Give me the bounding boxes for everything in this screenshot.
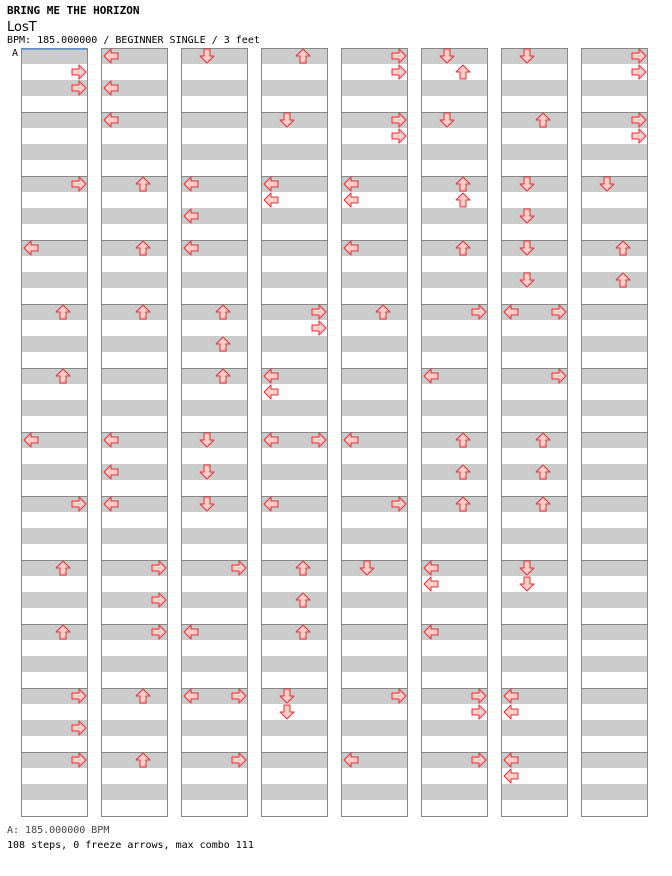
beat-stripe: [21, 528, 88, 544]
beat-stripe: [181, 80, 248, 96]
beat-stripe: [261, 528, 328, 544]
beat-stripe: [581, 624, 648, 640]
measure-10-4: [261, 624, 328, 689]
beat-stripe: [501, 784, 568, 800]
measure-11-4: [261, 688, 328, 753]
measure-12-1: [21, 752, 88, 817]
beat-stripe: [581, 784, 648, 800]
beat-stripe: [21, 592, 88, 608]
beat-stripe: [181, 272, 248, 288]
measure-2-7: [501, 112, 568, 177]
beat-stripe: [261, 592, 328, 608]
measure-2-3: [181, 112, 248, 177]
measure-4-4: [261, 240, 328, 305]
measure-4-3: [181, 240, 248, 305]
beat-stripe: [421, 720, 488, 736]
measure-5-6: [421, 304, 488, 369]
beat-stripe: [421, 784, 488, 800]
measure-1-4: [261, 48, 328, 113]
measure-5-1: [21, 304, 88, 369]
measure-10-6: [421, 624, 488, 689]
beat-stripe: [501, 624, 568, 640]
beat-stripe: [181, 784, 248, 800]
bpm-legend: A: 185.000000 BPM: [7, 825, 110, 836]
beat-stripe: [261, 720, 328, 736]
measure-3-2: [101, 176, 168, 241]
measure-10-1: [21, 624, 88, 689]
beat-stripe: [101, 720, 168, 736]
measure-11-5: [341, 688, 408, 753]
beat-stripe: [341, 80, 408, 96]
beat-stripe: [261, 656, 328, 672]
beat-stripe: [341, 144, 408, 160]
beat-stripe: [101, 368, 168, 384]
measure-4-7: [501, 240, 568, 305]
beat-stripe: [101, 336, 168, 352]
beat-stripe: [581, 592, 648, 608]
beat-stripe: [421, 592, 488, 608]
beat-stripe: [581, 496, 648, 512]
beat-stripe: [581, 432, 648, 448]
beat-stripe: [21, 208, 88, 224]
beat-stripe: [21, 144, 88, 160]
measure-7-6: [421, 432, 488, 497]
measure-5-7: [501, 304, 568, 369]
measure-10-5: [341, 624, 408, 689]
measure-3-1: [21, 176, 88, 241]
measure-9-3: [181, 560, 248, 625]
measure-8-1: [21, 496, 88, 561]
beat-stripe: [581, 528, 648, 544]
measure-7-4: [261, 432, 328, 497]
measure-6-5: [341, 368, 408, 433]
beat-stripe: [581, 144, 648, 160]
measure-6-1: [21, 368, 88, 433]
measure-7-3: [181, 432, 248, 497]
measure-2-5: [341, 112, 408, 177]
beat-stripe: [21, 656, 88, 672]
beat-stripe: [341, 304, 408, 320]
measure-5-4: [261, 304, 328, 369]
beat-stripe: [581, 80, 648, 96]
measure-10-2: [101, 624, 168, 689]
beat-stripe: [181, 720, 248, 736]
measure-11-3: [181, 688, 248, 753]
beat-stripe: [421, 400, 488, 416]
beat-stripe: [101, 784, 168, 800]
beat-stripe: [21, 368, 88, 384]
beat-stripe: [421, 272, 488, 288]
beat-stripe: [421, 208, 488, 224]
measure-10-8: [581, 624, 648, 689]
measure-12-4: [261, 752, 328, 817]
beat-stripe: [501, 464, 568, 480]
beat-stripe: [581, 464, 648, 480]
measure-6-4: [261, 368, 328, 433]
measure-11-6: [421, 688, 488, 753]
beat-stripe: [581, 720, 648, 736]
beat-stripe: [341, 368, 408, 384]
measure-2-1: [21, 112, 88, 177]
measure-9-4: [261, 560, 328, 625]
measure-4-6: [421, 240, 488, 305]
song-title: LosT: [7, 20, 37, 35]
measure-9-5: [341, 560, 408, 625]
beat-stripe: [581, 752, 648, 768]
measure-2-8: [581, 112, 648, 177]
measure-9-8: [581, 560, 648, 625]
beat-stripe: [21, 560, 88, 576]
beat-stripe: [181, 656, 248, 672]
beat-stripe: [261, 272, 328, 288]
beat-stripe: [501, 656, 568, 672]
beat-stripe: [181, 304, 248, 320]
beat-stripe: [501, 528, 568, 544]
measure-2-4: [261, 112, 328, 177]
measure-10-3: [181, 624, 248, 689]
measure-1-7: [501, 48, 568, 113]
beat-stripe: [501, 592, 568, 608]
beat-stripe: [181, 592, 248, 608]
measure-7-8: [581, 432, 648, 497]
measure-8-2: [101, 496, 168, 561]
beat-stripe: [341, 624, 408, 640]
measure-7-2: [101, 432, 168, 497]
measure-1-8: [581, 48, 648, 113]
beat-stripe: [261, 80, 328, 96]
beat-stripe: [421, 496, 488, 512]
measure-3-8: [581, 176, 648, 241]
beat-stripe: [21, 624, 88, 640]
measure-3-5: [341, 176, 408, 241]
beat-stripe: [581, 368, 648, 384]
beat-stripe: [261, 560, 328, 576]
measure-1-1: [21, 48, 88, 113]
beat-stripe: [501, 400, 568, 416]
measure-2-6: [421, 112, 488, 177]
measure-6-3: [181, 368, 248, 433]
measure-12-8: [581, 752, 648, 817]
measure-3-7: [501, 176, 568, 241]
beat-stripe: [21, 784, 88, 800]
beat-stripe: [501, 144, 568, 160]
beat-stripe: [341, 464, 408, 480]
beat-stripe: [101, 176, 168, 192]
beat-stripe: [261, 208, 328, 224]
beat-stripe: [181, 336, 248, 352]
measure-11-7: [501, 688, 568, 753]
measure-12-5: [341, 752, 408, 817]
beat-stripe: [341, 336, 408, 352]
measure-8-3: [181, 496, 248, 561]
measure-5-3: [181, 304, 248, 369]
beat-stripe: [101, 208, 168, 224]
beat-stripe: [341, 208, 408, 224]
beat-stripe: [181, 112, 248, 128]
beat-stripe: [21, 304, 88, 320]
section-marker: A: [12, 48, 19, 59]
beat-stripe: [421, 144, 488, 160]
beat-stripe: [101, 400, 168, 416]
measure-12-6: [421, 752, 488, 817]
beat-stripe: [421, 528, 488, 544]
beat-stripe: [101, 272, 168, 288]
beat-stripe: [261, 752, 328, 768]
beat-stripe: [261, 48, 328, 64]
beat-stripe: [341, 400, 408, 416]
measure-8-7: [501, 496, 568, 561]
measure-8-6: [421, 496, 488, 561]
beat-stripe: [261, 400, 328, 416]
measure-4-1: [21, 240, 88, 305]
measure-11-1: [21, 688, 88, 753]
measure-11-2: [101, 688, 168, 753]
beat-stripe: [421, 432, 488, 448]
beat-stripe: [501, 720, 568, 736]
measure-7-5: [341, 432, 408, 497]
measure-6-6: [421, 368, 488, 433]
measure-9-6: [421, 560, 488, 625]
measure-6-2: [101, 368, 168, 433]
measure-3-3: [181, 176, 248, 241]
measure-12-3: [181, 752, 248, 817]
measure-9-2: [101, 560, 168, 625]
measure-8-5: [341, 496, 408, 561]
beat-stripe: [261, 336, 328, 352]
beat-stripe: [101, 752, 168, 768]
beat-stripe: [181, 528, 248, 544]
beat-stripe: [261, 240, 328, 256]
measure-1-6: [421, 48, 488, 113]
beat-stripe: [261, 144, 328, 160]
beat-stripe: [181, 368, 248, 384]
beat-stripe: [101, 144, 168, 160]
beat-stripe: [501, 80, 568, 96]
beat-stripe: [341, 528, 408, 544]
beat-stripe: [261, 624, 328, 640]
beat-stripe: [581, 240, 648, 256]
beat-stripe: [581, 560, 648, 576]
beat-stripe: [421, 464, 488, 480]
beat-stripe: [421, 176, 488, 192]
beat-stripe: [421, 240, 488, 256]
beat-stripe: [21, 400, 88, 416]
beat-stripe: [21, 112, 88, 128]
beat-stripe: [21, 272, 88, 288]
measure-1-2: [101, 48, 168, 113]
beat-stripe: [421, 80, 488, 96]
beat-stripe: [101, 304, 168, 320]
measure-4-8: [581, 240, 648, 305]
beat-stripe: [181, 144, 248, 160]
beat-stripe: [581, 208, 648, 224]
beat-stripe: [101, 240, 168, 256]
measure-5-2: [101, 304, 168, 369]
measure-12-2: [101, 752, 168, 817]
beat-stripe: [341, 592, 408, 608]
beat-stripe: [21, 336, 88, 352]
step-stats: 108 steps, 0 freeze arrows, max combo 111: [7, 840, 254, 851]
measure-2-2: [101, 112, 168, 177]
beat-stripe: [341, 720, 408, 736]
measure-3-6: [421, 176, 488, 241]
chart-info: BPM: 185.000000 / BEGINNER SINGLE / 3 feet: [7, 35, 260, 46]
measure-5-5: [341, 304, 408, 369]
artist-title: BRING ME THE HORIZON: [7, 4, 140, 17]
beat-stripe: [21, 48, 88, 64]
measure-11-8: [581, 688, 648, 753]
beat-stripe: [101, 688, 168, 704]
measure-8-8: [581, 496, 648, 561]
beat-stripe: [21, 464, 88, 480]
beat-stripe: [421, 336, 488, 352]
measure-7-7: [501, 432, 568, 497]
measure-4-5: [341, 240, 408, 305]
beat-stripe: [341, 656, 408, 672]
measure-4-2: [101, 240, 168, 305]
beat-stripe: [581, 272, 648, 288]
measure-9-1: [21, 560, 88, 625]
beat-stripe: [581, 336, 648, 352]
beat-stripe: [501, 112, 568, 128]
measure-1-5: [341, 48, 408, 113]
measure-6-7: [501, 368, 568, 433]
beat-stripe: [261, 784, 328, 800]
beat-stripe: [501, 336, 568, 352]
beat-stripe: [581, 688, 648, 704]
measure-8-4: [261, 496, 328, 561]
beat-stripe: [101, 656, 168, 672]
measure-1-3: [181, 48, 248, 113]
beat-stripe: [181, 400, 248, 416]
measure-6-8: [581, 368, 648, 433]
beat-stripe: [421, 656, 488, 672]
beat-stripe: [101, 528, 168, 544]
beat-stripe: [341, 784, 408, 800]
beat-stripe: [581, 656, 648, 672]
beat-stripe: [501, 432, 568, 448]
measure-9-7: [501, 560, 568, 625]
measure-12-7: [501, 752, 568, 817]
measure-3-4: [261, 176, 328, 241]
measure-7-1: [21, 432, 88, 497]
beat-stripe: [261, 464, 328, 480]
beat-stripe: [341, 272, 408, 288]
beat-stripe: [581, 400, 648, 416]
measure-5-8: [581, 304, 648, 369]
beat-stripe: [581, 304, 648, 320]
beat-stripe: [501, 496, 568, 512]
measure-10-7: [501, 624, 568, 689]
